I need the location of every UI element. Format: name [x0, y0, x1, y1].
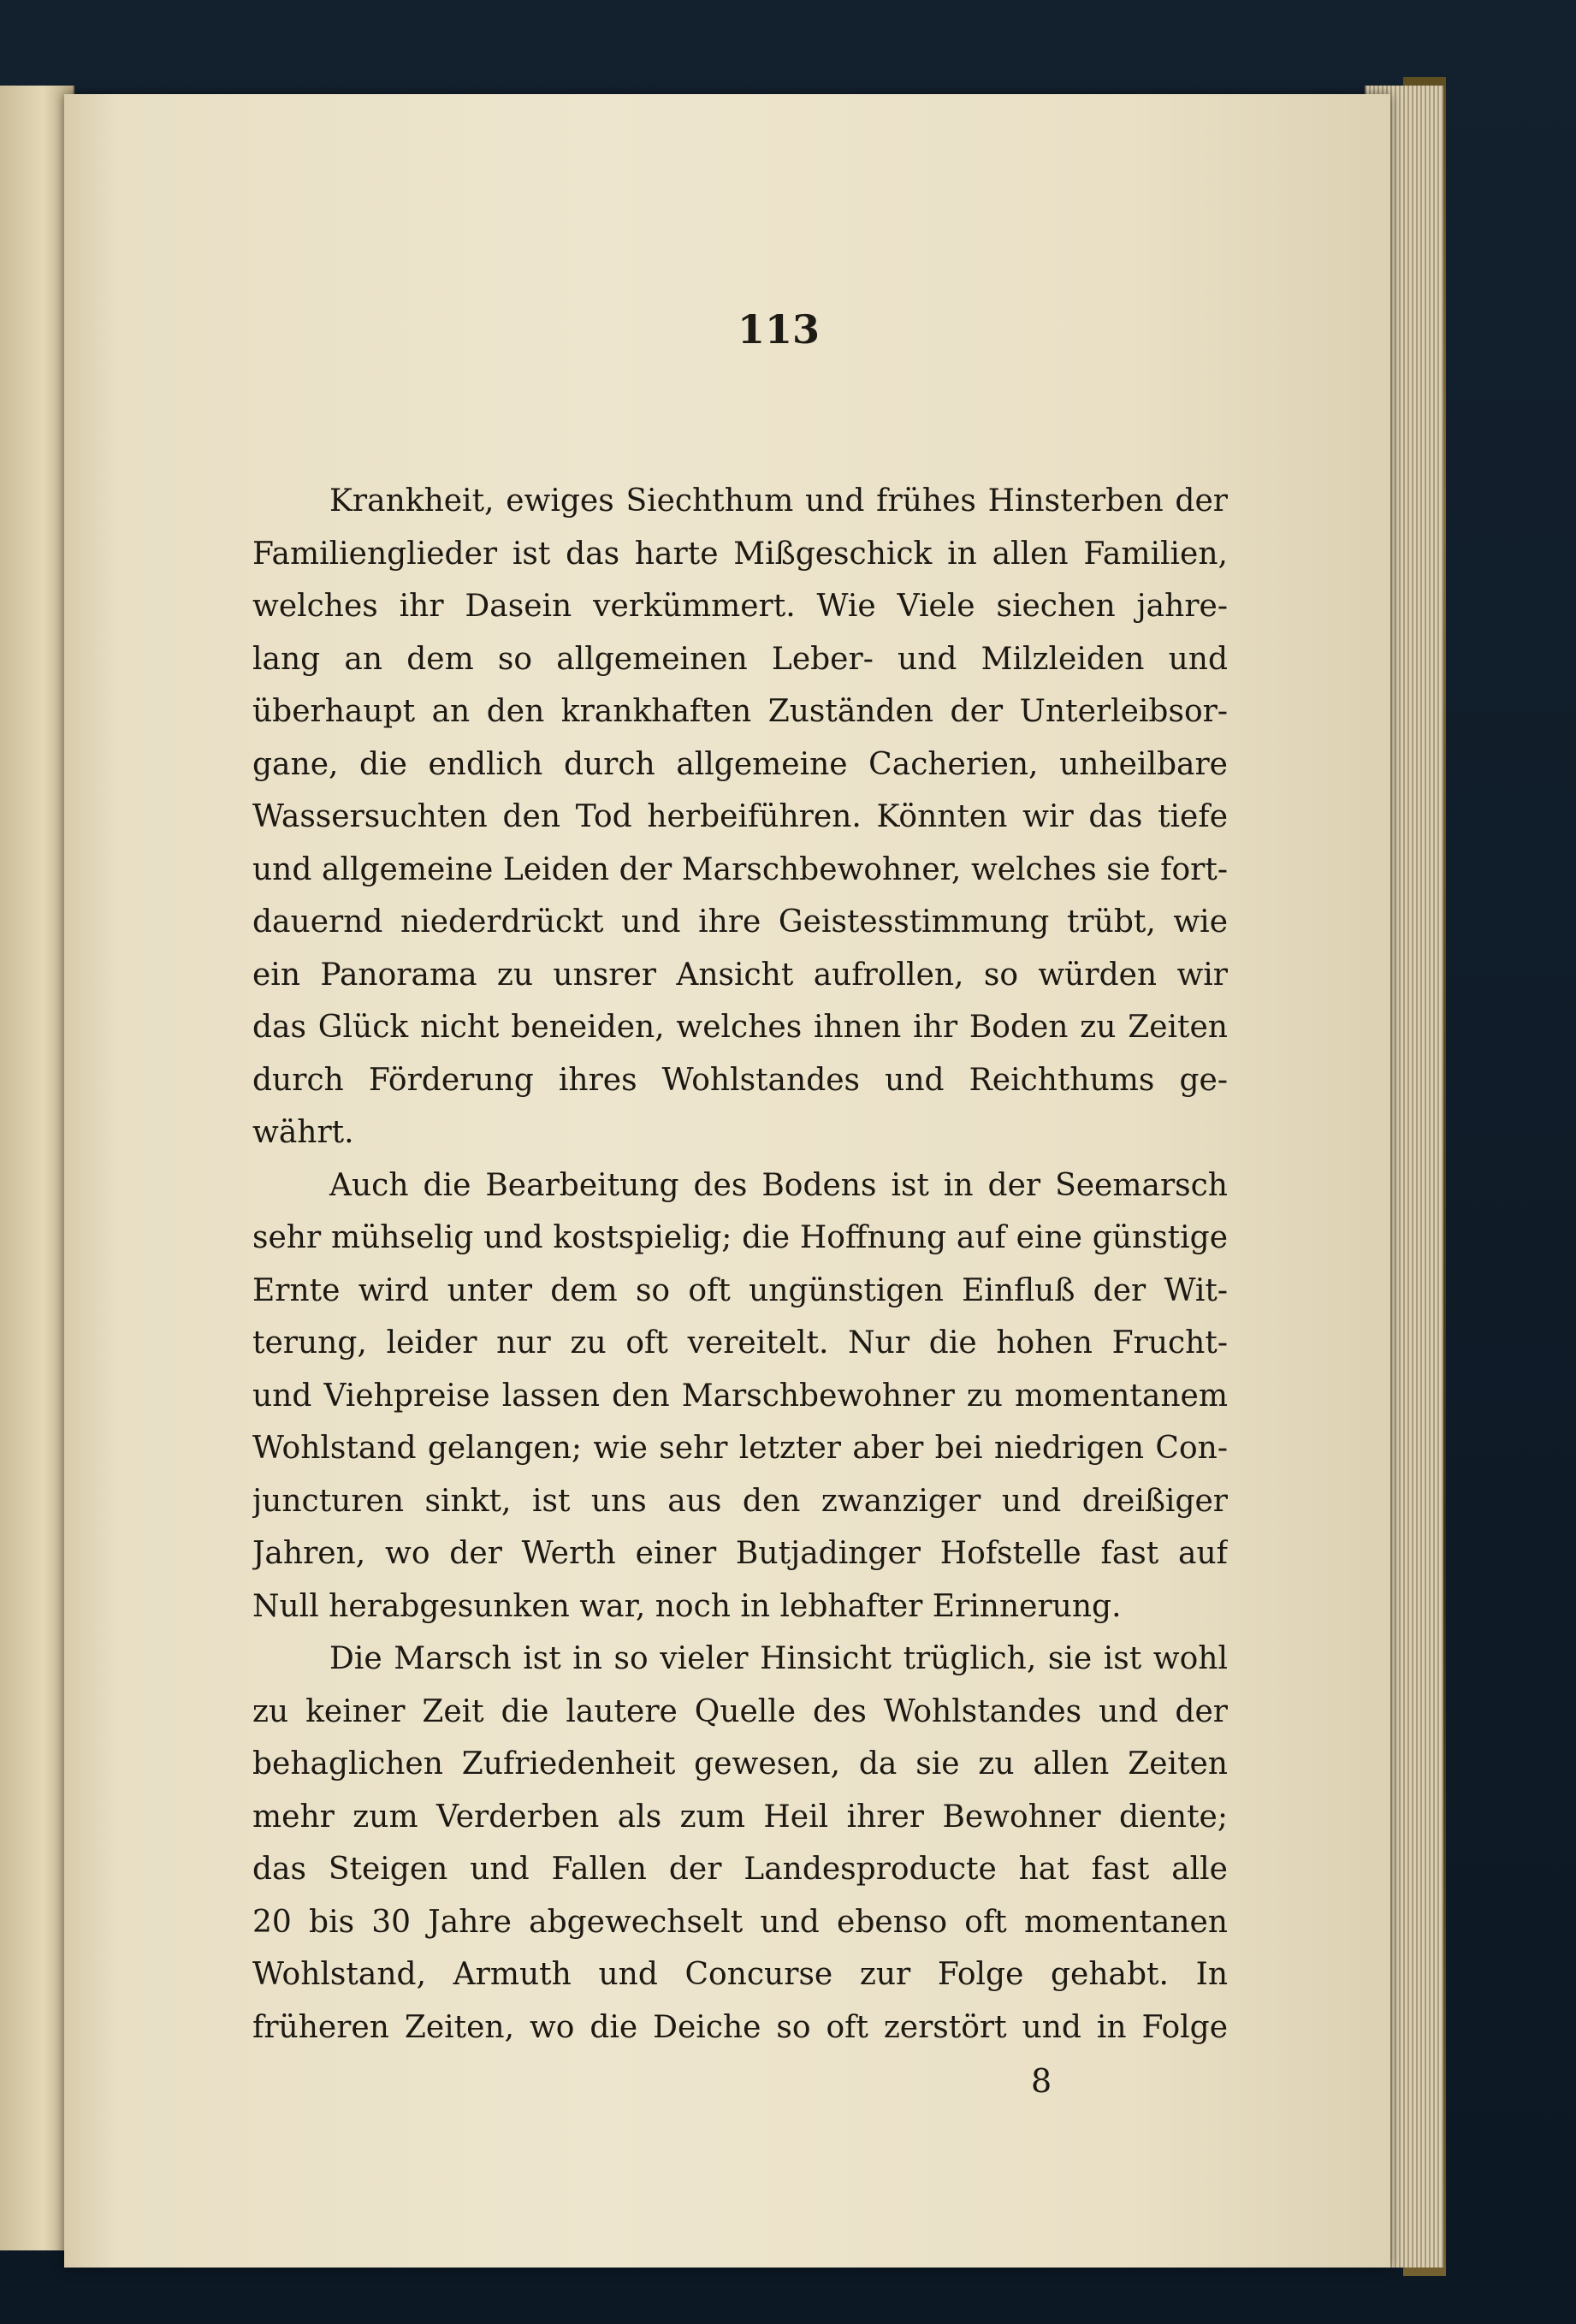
- text-line: sehr mühselig und kostspielig; die Hoffnung auf eine günstige: [252, 1220, 1228, 1255]
- text-line: das Steigen und Fallen der Landesproducte hat fast alle: [252, 1852, 1228, 1887]
- text-line: Wohlstand gelangen; wie sehr letzter aber bei niedrigen Con-: [252, 1431, 1228, 1466]
- text-line: Die Marsch ist in so vieler Hinsicht trüglich, sie ist wohl: [329, 1641, 1228, 1676]
- facing-page-edge: [0, 86, 74, 2250]
- text-line: und allgemeine Leiden der Marschbewohner, welches sie fort-: [252, 851, 1228, 887]
- text-line: Ernte wird unter dem so oft ungünstigen Einfluß der Wit-: [252, 1272, 1228, 1308]
- text-line: terung, leider nur zu oft vereitelt. Nur die hohen Frucht-: [252, 1325, 1228, 1361]
- text-line: Wassersuchten den Tod herbeiführen. Könnten wir das tiefe: [252, 799, 1228, 834]
- text-line: Krankheit, ewiges Siechthum und frühes Hinsterben der: [329, 483, 1228, 519]
- text-line: juncturen sinkt, ist uns aus den zwanziger und dreißiger: [252, 1483, 1228, 1519]
- text-line: durch Förderung ihres Wohlstandes und Reichthums ge-: [252, 1062, 1228, 1098]
- text-line: Familienglieder ist das harte Mißgeschick in allen Familien,: [252, 536, 1228, 572]
- text-line: Jahren, wo der Werth einer Butjadinger Hofstelle fast auf: [252, 1536, 1228, 1571]
- text-line: welches ihr Dasein verkümmert. Wie Viele siechen jahre-: [252, 589, 1228, 624]
- text-line: mehr zum Verderben als zum Heil ihrer Bewohner diente;: [252, 1799, 1228, 1835]
- text-line: 20 bis 30 Jahre abgewechselt und ebenso oft momentanen: [252, 1904, 1228, 1940]
- text-line: überhaupt an den krankhaften Zuständen der Unterleibsor-: [252, 694, 1228, 729]
- text-line: lang an dem so allgemeinen Leber- und Milzleiden und: [252, 641, 1228, 677]
- text-line: Null herabgesunken war, noch in lebhafter Erinnerung.: [252, 1588, 1122, 1624]
- text-line: Wohlstand, Armuth und Concurse zur Folge gehabt. In: [252, 1957, 1228, 1992]
- text-line: und Viehpreise lassen den Marschbewohner zu momentanem: [252, 1378, 1228, 1414]
- text-line: Auch die Bearbeitung des Bodens ist in der Seemarsch: [329, 1167, 1228, 1203]
- text-line: gane, die endlich durch allgemeine Cacherien, unheilbare: [252, 746, 1228, 782]
- text-line: währt.: [252, 1115, 354, 1150]
- book-page: [64, 94, 1390, 2268]
- text-line: früheren Zeiten, wo die Deiche so oft zerstört und in Folge: [252, 2009, 1228, 2045]
- body-text: [252, 475, 1228, 2054]
- page-number: 113: [737, 306, 821, 353]
- signature-mark: 8: [1031, 2062, 1052, 2100]
- text-line: ein Panorama zu unsrer Ansicht aufrollen, so würden wir: [252, 957, 1228, 993]
- text-line: das Glück nicht beneiden, welches ihnen ihr Boden zu Zeiten: [252, 1010, 1228, 1045]
- text-line: dauernd niederdrückt und ihre Geistesstimmung trübt, wie: [252, 904, 1228, 940]
- text-line: behaglichen Zufriedenheit gewesen, da sie zu allen Zeiten: [252, 1746, 1228, 1782]
- text-line: zu keiner Zeit die lautere Quelle des Wohlstandes und der: [252, 1693, 1228, 1729]
